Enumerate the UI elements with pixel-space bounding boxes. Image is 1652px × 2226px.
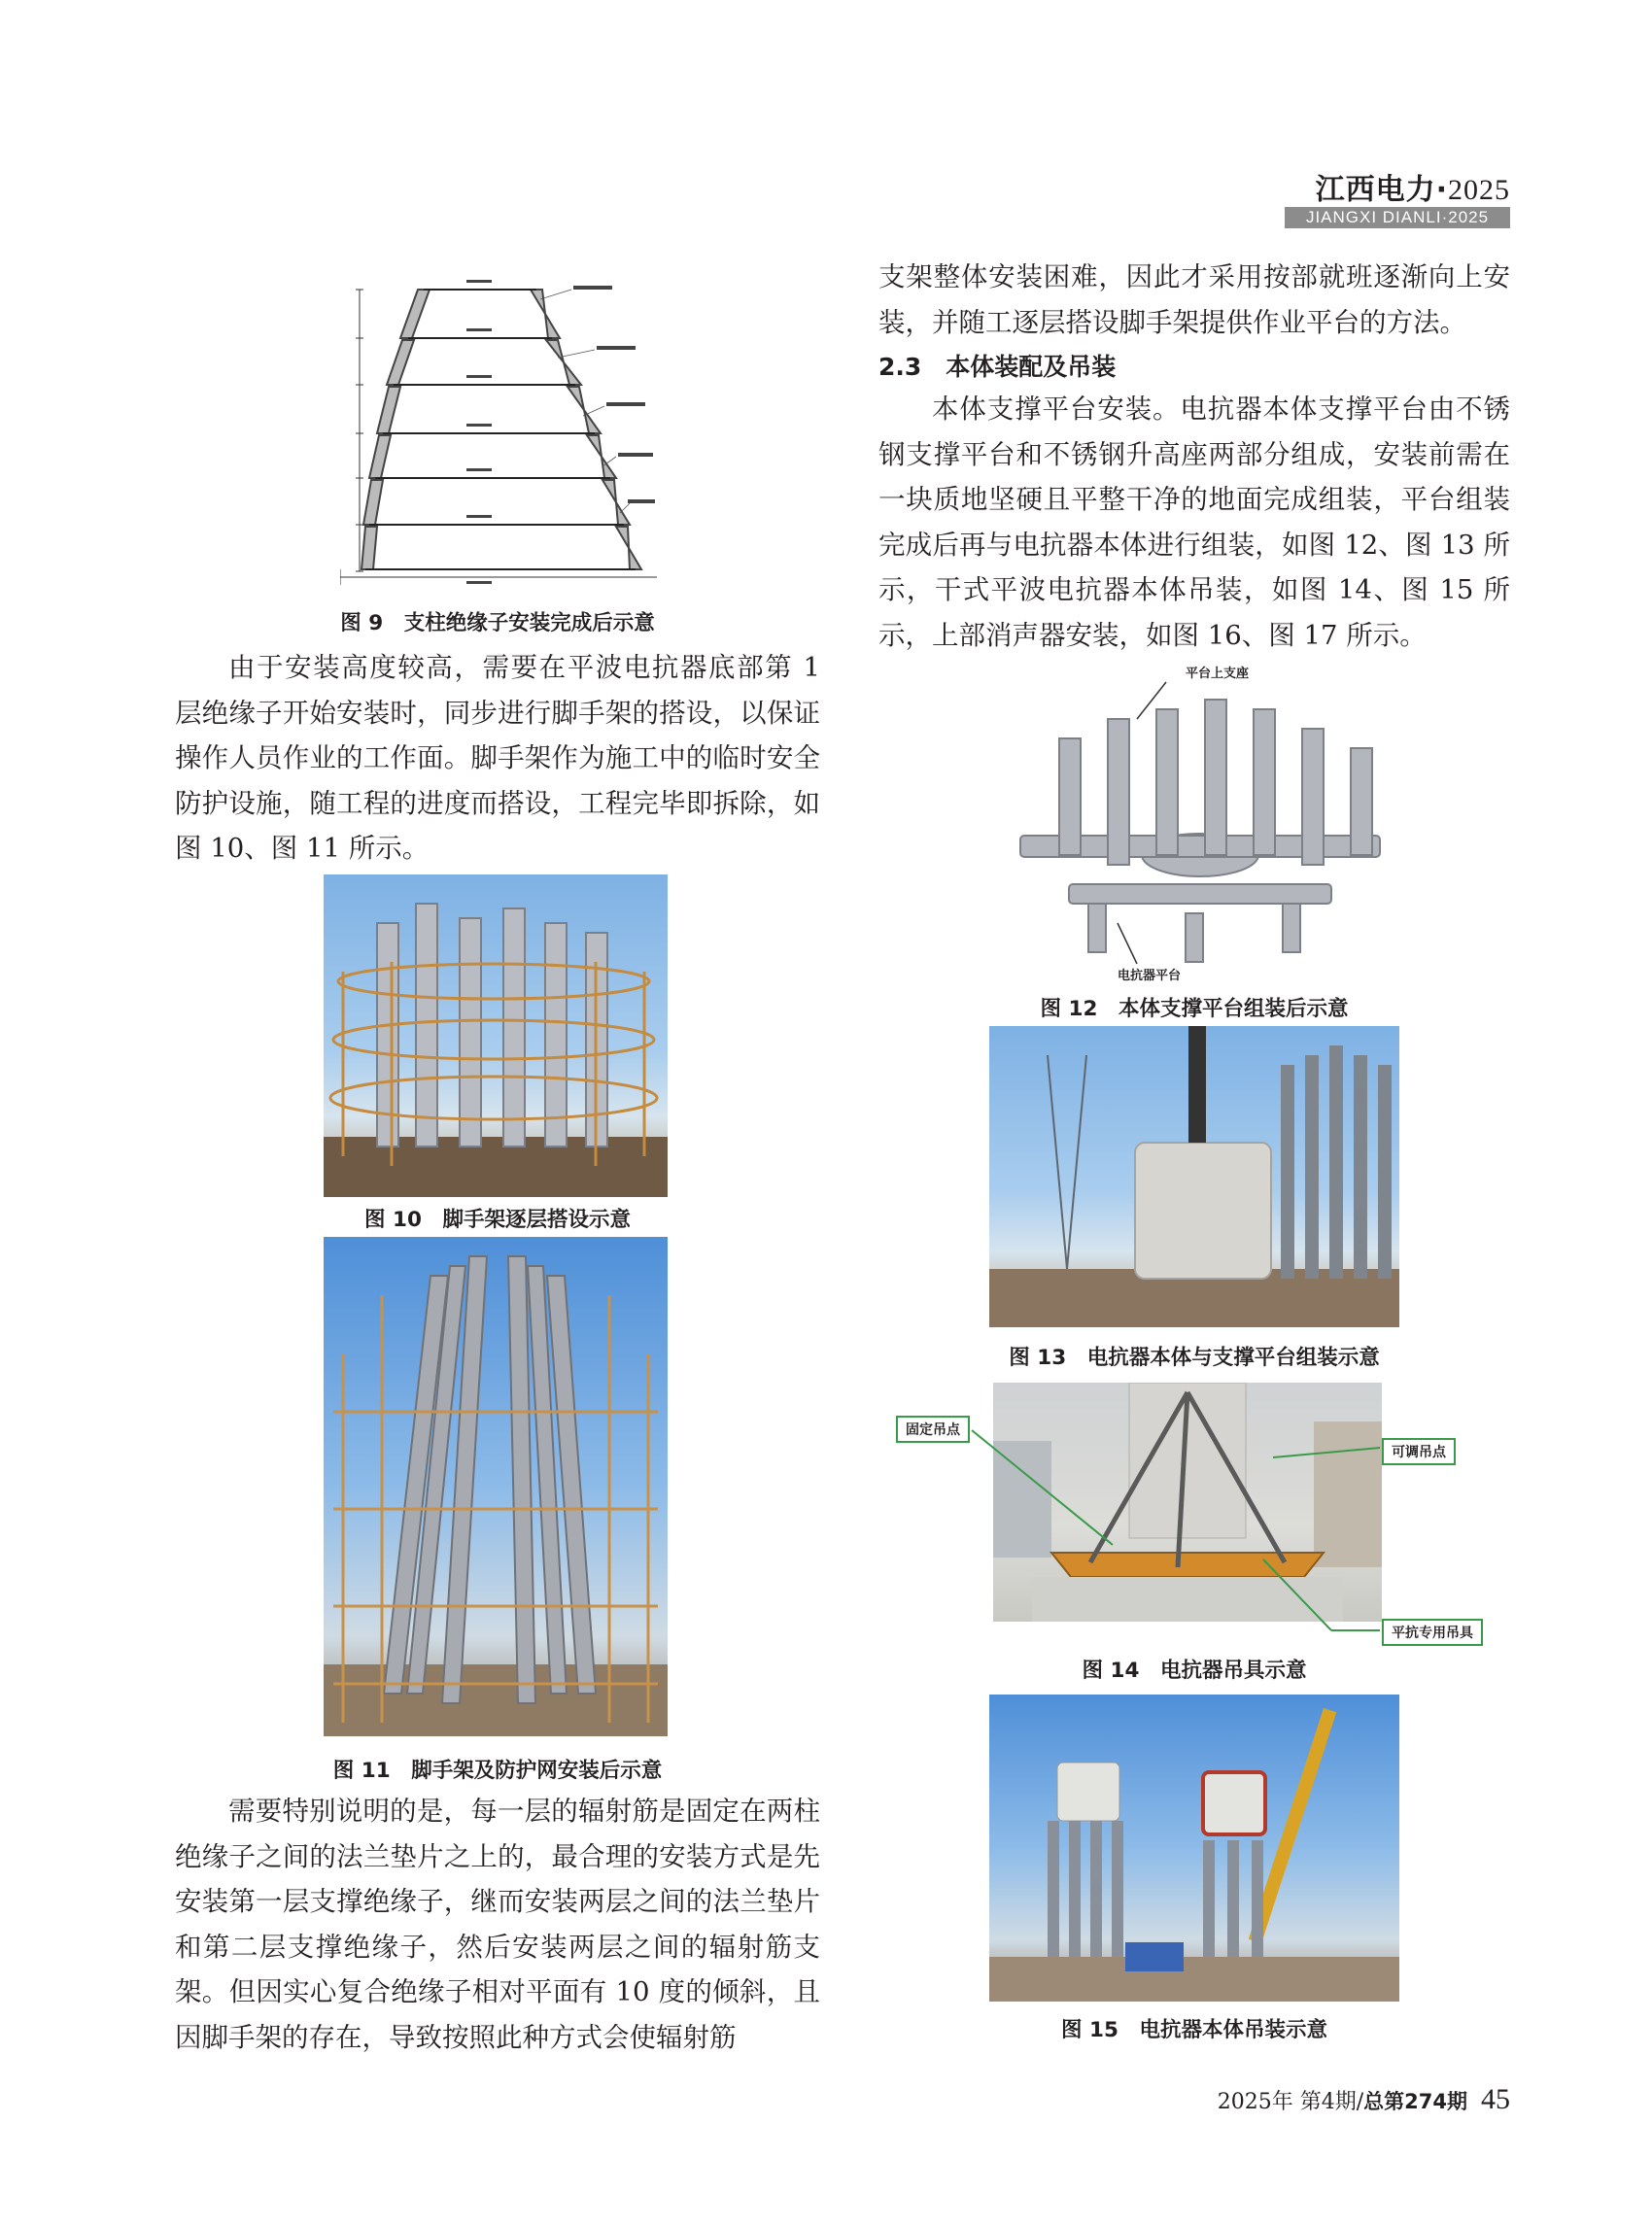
paragraph-text: 支架整体安装困难，因此才采用按部就班逐渐向上安装，并随工逐层搭设脚手架提供作业平台的方法。	[878, 261, 1510, 338]
paragraph-text: 需要特别说明的是，每一层的辐射筋是固定在两柱绝缘子之间的法兰垫片之上的，最合理的安装方式是先安装第一层支撑绝缘子，继而安装两层之间的法兰垫片和第二层支撑绝缘子，然后安装两层之间的辐射筋支架。但因实心复合绝缘子相对平面有 10 度的倾斜，且因脚手架的存在，导致按照此种方式会使辐射筋	[175, 1796, 820, 2053]
left-paragraph-1	[175, 645, 820, 872]
figure-9-drawing	[340, 260, 657, 591]
figure-13-photo	[989, 1026, 1399, 1327]
platform-bottom-label: 电抗器平台	[1118, 969, 1182, 983]
paragraph-text: 由于安装高度较高，需要在平波电抗器底部第 1 层绝缘子开始安装时，同步进行脚手架的搭设，以保证操作人员作业的工作面。脚手架作为施工中的临时安全防护设施，随工程的进度而搭设，工程完毕即拆除，如图 10、图 11 所示。	[175, 652, 820, 864]
figure-10-photo	[324, 874, 668, 1197]
figure-11-caption: 图 11 脚手架及防护网安装后示意	[332, 1759, 663, 1783]
page-number: 45	[1481, 2083, 1510, 2115]
platform-top-label: 平台上支座	[1186, 667, 1250, 681]
figure-14-caption: 图 14 电抗器吊具示意	[1082, 1659, 1307, 1683]
journal-year: 2025	[1448, 174, 1510, 206]
issue-info: 2025年 第4期/	[1217, 2090, 1364, 2114]
callout-lines	[875, 1399, 1419, 1642]
journal-title	[1316, 165, 1510, 208]
figure-15-photo	[989, 1695, 1399, 2002]
page-footer	[1218, 2083, 1510, 2116]
fixed-lift-point-label: 固定吊点	[896, 1416, 970, 1443]
figure-12-caption: 图 12 本体支撑平台组装后示意	[1040, 997, 1349, 1021]
figure-13-caption: 图 13 电抗器本体与支撑平台组装示意	[1009, 1346, 1380, 1370]
left-paragraph-2	[175, 1789, 820, 2060]
issue-total: 总第274期	[1363, 2090, 1467, 2113]
figure-12-render	[991, 661, 1409, 983]
figure-15-caption: 图 15 电抗器本体吊装示意	[1061, 2018, 1327, 2042]
adjustable-lift-point-label: 可调吊点	[1382, 1438, 1456, 1465]
figure-11-photo	[324, 1237, 668, 1736]
right-paragraph-1	[878, 387, 1510, 658]
figure-10-caption: 图 10 脚手架逐层搭设示意	[364, 1208, 631, 1232]
section-heading: 2.3 本体装配及吊装	[878, 353, 1117, 381]
figure-9-caption: 图 9 支柱绝缘子安装完成后示意	[340, 611, 655, 635]
journal-title-en: JIANGXI DIANLI·2025	[1285, 207, 1510, 228]
right-paragraph-0	[878, 255, 1510, 345]
lifting-tool-label: 平抗专用吊具	[1382, 1619, 1483, 1646]
journal-name: 江西电力·	[1315, 173, 1448, 207]
paragraph-text: 本体支撑平台安装。电抗器本体支撑平台由不锈钢支撑平台和不锈钢升高座两部分组成，安装前需在一块质地坚硬且平整干净的地面完成组装，平台组装完成后再与电抗器本体进行组装，如图 12、图 13 所示，干式平波电抗器本体吊装，如图 14、图 15 所示，上部消声器安装，如图 16、图 17 所示。	[878, 394, 1510, 651]
